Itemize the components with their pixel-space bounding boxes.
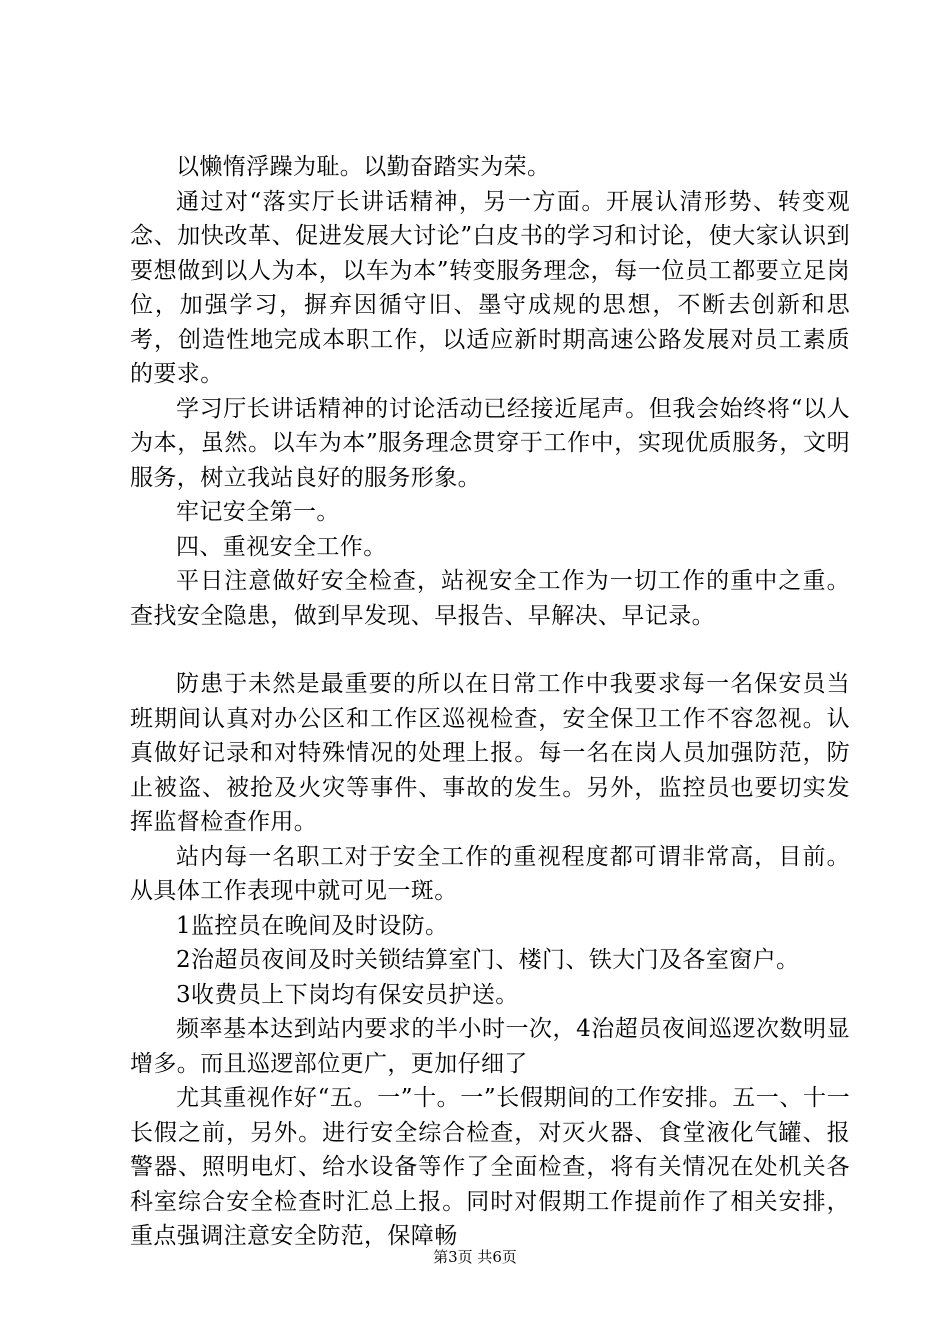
document-body [130,150,850,1254]
paragraph-11: 3收费员上下岗均有保安员护送。 [176,981,519,1008]
paragraph-5: 四、重视安全工作。 [176,533,387,560]
paragraph-2: 通过对“落实厅长讲话精神，另一方面。开展认清形势、转变观念、加快改革、促进发展大讨论”白皮书的学习和讨论，使大家认识到要想做到以人为本，以车为本”转变服务理念，每一位员工都要立足岗位，加强学习，摒弃因循守旧、墨守成规的思想，不断去创新和思考，创造性地完成本职工作，以适应新时期高速公路发展对员工素质的要求。 [130,188,850,387]
paragraph-13: 尤其重视作好“五。一”十。一”长假期间的工作安排。五一、十一长假之前，另外。进行安全综合检查，对灭火器、食堂液化气罐、报警器、照明电灯、给水设备等作了全面检查，将有关情况在处机关各科室综合安全检查时汇总上报。同时对假期工作提前作了相关安排，重点强调注意安全防范，保障畅 [130,1085,850,1249]
paragraph-7: 防患于未然是最重要的所以在日常工作中我要求每一名保安员当班期间认真对办公区和工作区巡视检查，安全保卫工作不容忽视。认真做好记录和对特殊情况的处理上报。每一名在岗人员加强防范，防止被盗、被抢及火灾等事件、事故的发生。另外，监控员也要切实发挥监督检查作用。 [130,671,850,835]
paragraph-10: 2治超员夜间及时关锁结算室门、楼门、铁大门及各室窗户。 [176,947,800,973]
paragraph-12: 频率基本达到站内要求的半小时一次，4治超员夜间巡逻次数明显增多。而且巡逻部位更广，更加仔细了 [130,1016,850,1077]
page-number-footer: 第3页 共6页 [433,1248,517,1266]
paragraph-6: 平日注意做好安全检查，站视安全工作为一切工作的重中之重。查找安全隐患，做到早发现、早报告、早解决、早记录。 [130,568,850,629]
paragraph-4: 牢记安全第一。 [176,499,340,525]
paragraph-9: 1监控员在晚间及时设防。 [176,912,449,939]
paragraph-3: 学习厅长讲话精神的讨论活动已经接近尾声。但我会始终将“以人为本，虽然。以车为本”服务理念贯穿于工作中，实现优质服务，文明服务，树立我站良好的服务形象。 [130,395,850,491]
paragraph-8: 站内每一名职工对于安全工作的重视程度都可谓非常高，目前。从具体工作表现中就可见一斑。 [130,843,850,904]
paragraph-1: 以懒惰浮躁为耻。以勤奋踏实为荣。 [176,154,551,180]
